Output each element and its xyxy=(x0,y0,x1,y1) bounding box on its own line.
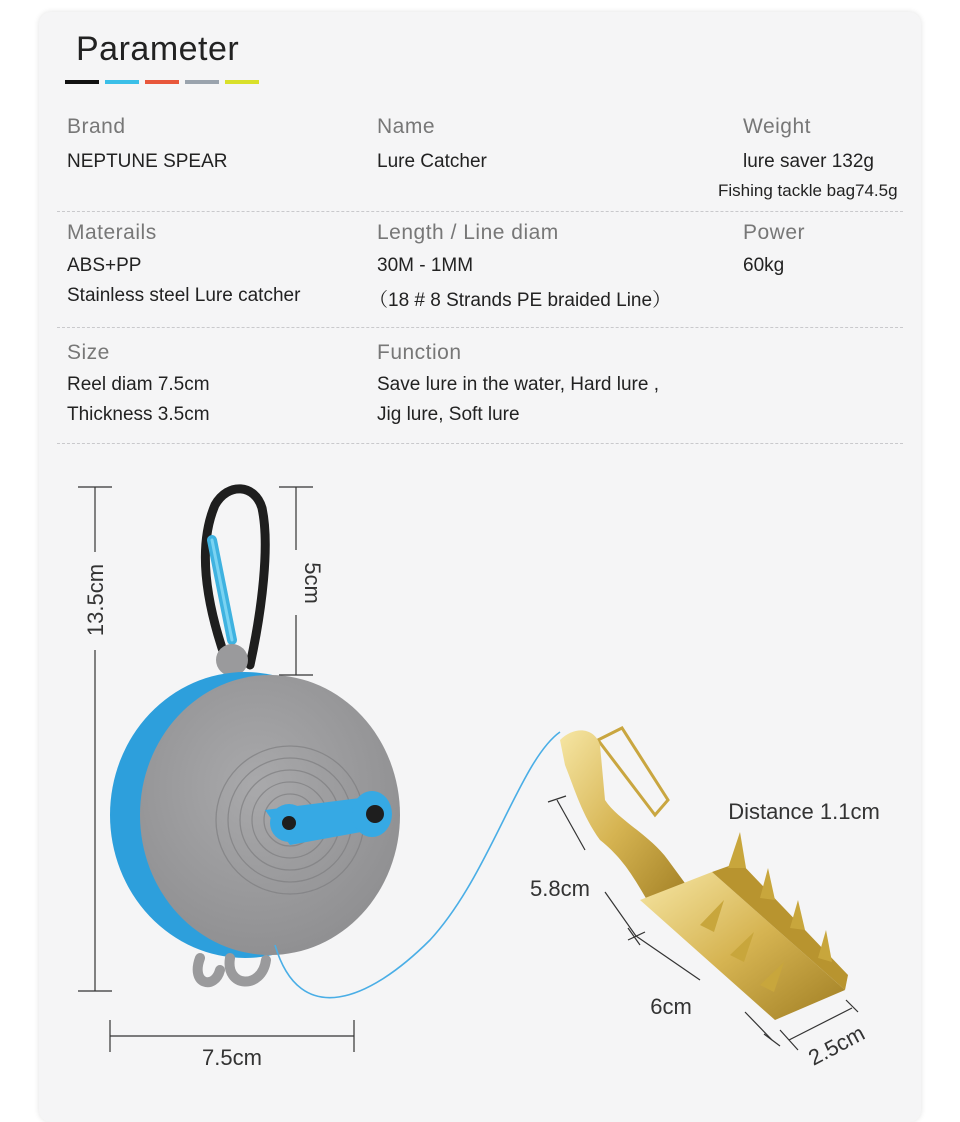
reel-width-label: 7.5cm xyxy=(202,1045,262,1070)
materials-label: Materails xyxy=(67,221,157,244)
name-value: Lure Catcher xyxy=(377,151,487,172)
accent-bar-blue xyxy=(105,80,139,84)
power-label: Power xyxy=(743,221,806,244)
materials-value-2: Stainless steel Lure catcher xyxy=(67,285,301,306)
length-value-1: 30M - 1MM xyxy=(377,255,474,276)
power-value: 60kg xyxy=(743,255,785,276)
tooth-distance-label: Distance 1.1cm xyxy=(728,799,880,824)
name-label: Name xyxy=(377,115,436,138)
weight-value-bag: Fishing tackle bag74.5g xyxy=(718,181,898,200)
weight-label: Weight xyxy=(743,115,811,138)
function-value-2: Jig lure, Soft lure xyxy=(377,404,520,425)
function-value-1: Save lure in the water, Hard lure , xyxy=(377,374,659,395)
catcher-bar-label: 6cm xyxy=(650,994,692,1019)
height-dimension xyxy=(78,487,112,991)
size-value-1: Reel diam 7.5cm xyxy=(67,374,210,395)
brand-label: Brand xyxy=(67,115,126,138)
catcher-width-label: 2.5cm xyxy=(804,1020,869,1071)
accent-bar-yellow xyxy=(225,80,259,84)
page-title: Parameter xyxy=(76,30,240,68)
row-divider xyxy=(57,327,903,328)
length-label: Length / Line diam xyxy=(377,221,559,244)
materials-value-1: ABS+PP xyxy=(67,255,142,276)
row-divider xyxy=(57,211,903,212)
function-label: Function xyxy=(377,341,462,364)
reel xyxy=(110,644,400,982)
row-divider xyxy=(57,443,903,444)
height-total-label: 13.5cm xyxy=(83,563,108,637)
carabiner xyxy=(205,489,265,665)
size-value-2: Thickness 3.5cm xyxy=(67,404,210,425)
catcher-length-label: 5.8cm xyxy=(530,876,590,901)
carabiner-label: 5cm xyxy=(300,562,325,604)
size-label: Size xyxy=(67,341,110,364)
accent-bar-black xyxy=(65,80,99,84)
weight-value-reel: lure saver 132g xyxy=(743,151,874,172)
product-illustration xyxy=(0,460,960,1106)
length-value-2: （18 # 8 Strands PE braided Line） xyxy=(369,290,672,311)
accent-bar-gray xyxy=(185,80,219,84)
accent-bar-orange xyxy=(145,80,179,84)
lure-catcher xyxy=(560,728,848,1020)
brand-value: NEPTUNE SPEAR xyxy=(67,151,228,172)
